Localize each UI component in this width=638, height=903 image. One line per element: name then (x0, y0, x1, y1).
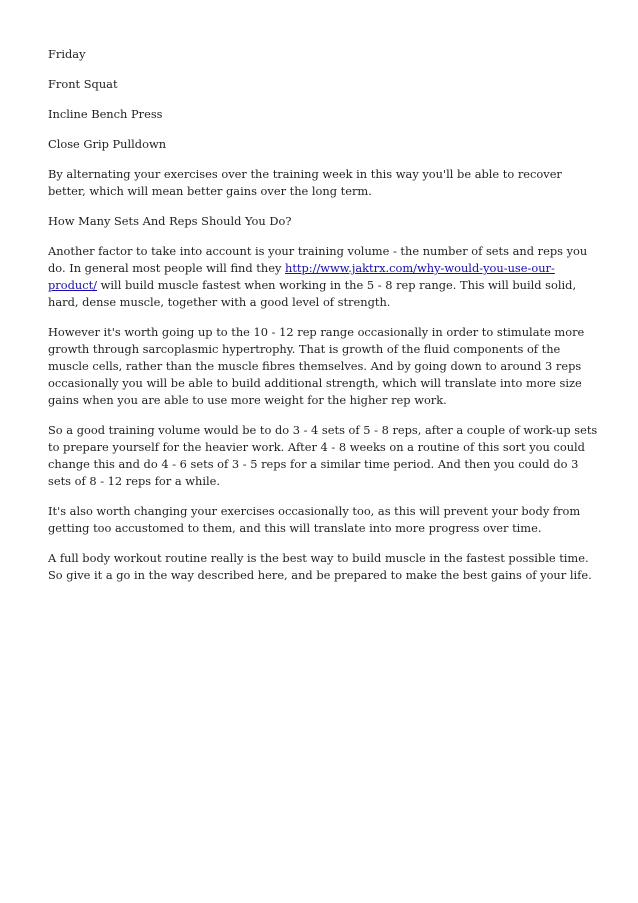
paragraph-changing-exercises: It's also worth changing your exercises occasionally too, as this will prevent your body from getting too accustomed to them, and this will translate into more progress over time. (48, 504, 581, 535)
document-page (48, 46, 600, 597)
exercise-item: Incline Bench Press (48, 107, 163, 121)
exercise-item: Close Grip Pulldown (48, 137, 167, 151)
paragraph-training-volume: So a good training volume would be to do 3 - 4 sets of 5 - 8 reps, after a couple of work-up sets to prepare yourself for the heavier work. After 4 - 8 weeks on a routine of this sort you could change this and do 4 - 6 sets of 3 - 5 reps for a similar time period. And then you could do 3 sets of 8 - 12 reps for a while. (48, 423, 598, 488)
paragraph-conclusion: A full body workout routine really is the best way to build muscle in the fastest possible time. So give it a go in the way described here, and be prepared to make the best gains of your life. (48, 551, 592, 582)
paragraph-text: Another factor to take into account is your training volume - the number of sets and reps you do. In general most people will find they (48, 244, 588, 275)
section-heading: How Many Sets And Reps Should You Do? (48, 214, 292, 228)
day-heading: Friday (48, 47, 86, 61)
paragraph-recovery: By alternating your exercises over the training week in this way you'll be able to recover better, which will mean better gains over the long term. (48, 167, 562, 198)
paragraph-volume (48, 243, 600, 311)
exercise-item: Front Squat (48, 77, 118, 91)
paragraph-rep-range: However it's worth going up to the 10 - 12 rep range occasionally in order to stimulate more growth through sarcoplasmic hypertrophy. That is growth of the fluid components of the muscle cells, rather than the muscle fibres themselves. And by going down to around 3 reps occasionally you will be able to build additional strength, which will translate into more size gains when you are able to use more weight for the higher rep work. (48, 325, 585, 407)
paragraph-text: will build muscle fastest when working in the 5 - 8 rep range. This will build solid, hard, dense muscle, together with a good level of strength. (48, 278, 577, 309)
product-link[interactable]: http://www.jaktrx.com/why-would-you-use-our-product/ (48, 261, 555, 292)
